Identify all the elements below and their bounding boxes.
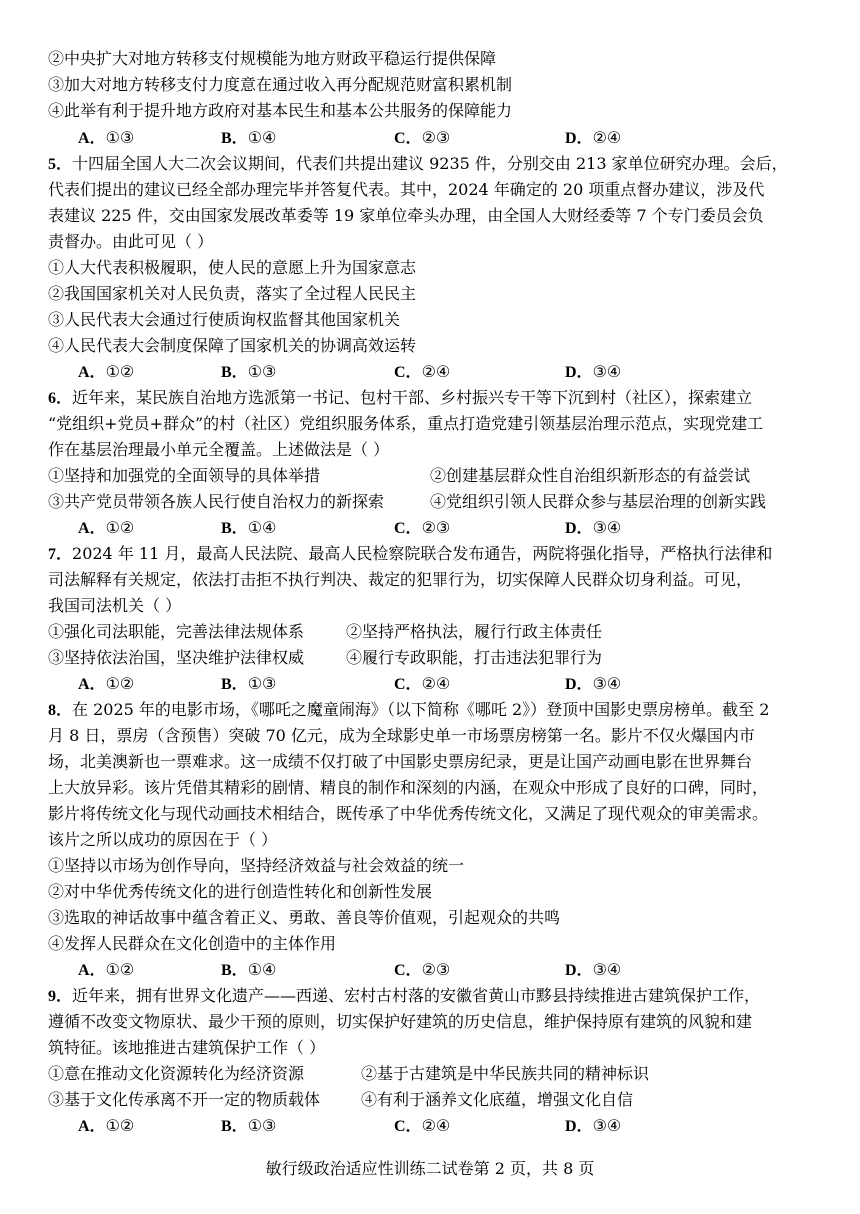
q4-option-b[interactable]: B．①④ xyxy=(221,128,277,147)
q8-option-a[interactable]: A．①② xyxy=(78,960,135,979)
q7-item-2: ②坚持严格执法，履行行政主体责任 xyxy=(346,622,603,641)
q6-option-a[interactable]: A．①② xyxy=(78,518,135,537)
q6-items-row-2 xyxy=(48,489,838,515)
q8-option-d[interactable]: D．③④ xyxy=(565,960,622,979)
q8-item-4: ④发挥人民群众在文化创造中的主体作用 xyxy=(48,934,337,953)
q6-option-c[interactable]: C．②③ xyxy=(394,518,451,537)
q6-stem-line-2: “党组织+党员+群众”的村（社区）党组织服务体系，重点打造党建引领基层治理示范点，实现党建工 xyxy=(48,414,764,433)
q8-options xyxy=(78,957,778,983)
q4-item-3: ③加大对地方转移支付力度意在通过收入再分配规范财富积累机制 xyxy=(48,75,513,94)
q7-stem-line-2: 司法解释有关规定，依法打击拒不执行判决、裁定的犯罪行为，切实保障人民群众切身利益。可见， xyxy=(48,570,753,589)
q8-stem-line-4: 上大放异彩。该片凭借其精彩的剧情、精良的制作和深刻的内涵，在观众中形成了良好的口碑，同时， xyxy=(48,778,769,797)
q6-item-3: ③共产党员带领各族人民行使自治权力的新探索 xyxy=(48,492,385,511)
q9-option-d[interactable]: D．③④ xyxy=(565,1116,622,1135)
q6-option-b[interactable]: B．①④ xyxy=(221,518,277,537)
q4-option-c[interactable]: C．②③ xyxy=(394,128,451,147)
q5-item-3: ③人民代表大会通过行使质询权监督其他国家机关 xyxy=(48,310,401,329)
q9-stem-line-1: 9．近年来，拥有世界文化遗产——西递、宏村古村落的安徽省黄山市黟县持续推进古建筑保护工作， xyxy=(48,986,761,1005)
q6-option-d[interactable]: D．③④ xyxy=(565,518,622,537)
q6-stem-line-3: 作在基层治理最小单元全覆盖。上述做法是（ ） xyxy=(48,440,390,459)
q4-option-a[interactable]: A．①③ xyxy=(78,128,135,147)
q7-stem-line-3: 我国司法机关（ ） xyxy=(48,596,182,615)
q7-options xyxy=(78,671,778,697)
q9-option-a[interactable]: A．①② xyxy=(78,1116,135,1135)
q5-option-d[interactable]: D．③④ xyxy=(565,362,622,381)
q6-items-row-1 xyxy=(48,463,838,489)
q5-stem-line-1: 5．十四届全国人大二次会议期间，代表们共提出建议 9235 件，分别交由 213 家单位研究办理。会后， xyxy=(48,154,788,173)
q8-item-3: ③选取的神话故事中蕴含着正义、勇敢、善良等价值观，引起观众的共鸣 xyxy=(48,908,561,927)
q9-items-row-2 xyxy=(48,1087,838,1113)
q5-number: 5． xyxy=(48,156,73,173)
q7-items-row-1 xyxy=(48,619,838,645)
q7-option-a[interactable]: A．①② xyxy=(78,674,135,693)
q8-stem-line-3: 场，北美澳新也一票难求。这一成绩不仅打破了中国影史票房纪录，更是让国产动画电影在世界舞台 xyxy=(48,752,753,771)
q5-item-1: ①人大代表积极履职，使人民的意愿上升为国家意志 xyxy=(48,258,417,277)
q7-option-d[interactable]: D．③④ xyxy=(565,674,622,693)
q4-item-2: ②中央扩大对地方转移支付规模能为地方财政平稳运行提供保障 xyxy=(48,49,497,68)
q9-item-3: ③基于文化传承离不开一定的物质载体 xyxy=(48,1090,321,1109)
q9-items-row-1 xyxy=(48,1061,838,1087)
q4-item-4: ④此举有利于提升地方政府对基本民生和基本公共服务的保障能力 xyxy=(48,101,513,120)
q9-item-1: ①意在推动文化资源转化为经济资源 xyxy=(48,1064,305,1083)
q7-stem-line-1: 7．2024 年 11 月，最高人民法院、最高人民检察院联合发布通告，两院将强化指导，严格执行法律和 xyxy=(48,544,773,563)
q5-stem-line-4: 责督办。由此可见（ ） xyxy=(48,232,214,251)
q9-item-4: ④有利于涵养文化底蕴，增强文化自信 xyxy=(361,1090,634,1109)
q9-stem-line-2: 遵循不改变文物原状、最少干预的原则，切实保护好建筑的历史信息，维护保持原有建筑的风貌和建 xyxy=(48,1012,753,1031)
q5-option-c[interactable]: C．②④ xyxy=(394,362,451,381)
q8-option-b[interactable]: B．①④ xyxy=(221,960,277,979)
q5-option-a[interactable]: A．①② xyxy=(78,362,135,381)
q5-options xyxy=(78,359,778,385)
q6-stem-line-1: 6．近年来，某民族自治地方选派第一书记、包村干部、乡村振兴专干等下沉到村（社区），探索建立 xyxy=(48,388,753,407)
q8-number: 8． xyxy=(48,702,73,719)
q7-item-1: ①强化司法职能，完善法律法规体系 xyxy=(48,622,305,641)
q7-number: 7． xyxy=(48,546,73,563)
q5-option-b[interactable]: B．①③ xyxy=(221,362,277,381)
q8-stem-line-2: 月 8 日，票房（含预售）突破 70 亿元，成为全球影史单一市场票房榜第一名。影片不仅火爆国内市 xyxy=(48,726,755,745)
q4-option-d[interactable]: D．②④ xyxy=(565,128,622,147)
q9-options xyxy=(78,1113,778,1139)
q8-item-2: ②对中华优秀传统文化的进行创造性转化和创新性发展 xyxy=(48,882,433,901)
q9-item-2: ②基于古建筑是中华民族共同的精神标识 xyxy=(361,1064,650,1083)
q7-item-4: ④履行专政职能，打击违法犯罪行为 xyxy=(346,648,603,667)
q7-item-3: ③坚持依法治国，坚决维护法律权威 xyxy=(48,648,305,667)
q6-item-1: ①坚持和加强党的全面领导的具体举措 xyxy=(48,466,321,485)
q8-option-c[interactable]: C．②③ xyxy=(394,960,451,979)
q9-option-b[interactable]: B．①③ xyxy=(221,1116,277,1135)
q7-option-b[interactable]: B．①③ xyxy=(221,674,277,693)
q5-stem-line-3: 表建议 225 件，交由国家发展改革委等 19 家单位牵头办理，由全国人大财经委等 7 个专门委员会负 xyxy=(48,206,764,225)
q6-options xyxy=(78,515,778,541)
q6-item-2: ②创建基层群众性自治组织新形态的有益尝试 xyxy=(430,466,751,485)
q8-item-1: ①坚持以市场为创作导向，坚持经济效益与社会效益的统一 xyxy=(48,856,465,875)
q9-stem-line-3: 筑特征。该地推进古建筑保护工作（ ） xyxy=(48,1038,326,1057)
q4-options xyxy=(78,125,778,151)
q9-number: 9． xyxy=(48,988,73,1005)
q5-stem-line-2: 代表们提出的建议已经全部办理完毕并答复代表。其中，2024 年确定的 20 项重点督办建议，涉及代 xyxy=(48,180,765,199)
q8-stem-line-5: 影片将传统文化与现代动画技术相结合，既传承了中华优秀传统文化，又满足了现代观众的审美需求。 xyxy=(48,804,769,823)
q8-stem-line-1: 8．在 2025 年的电影市场，《哪吒之魔童闹海》（以下简称《哪吒 2》）登顶中国影史票房榜单。截至 2 xyxy=(48,700,770,719)
q9-option-c[interactable]: C．②④ xyxy=(394,1116,451,1135)
q6-number: 6． xyxy=(48,390,73,407)
q6-item-4: ④党组织引领人民群众参与基层治理的创新实践 xyxy=(430,492,767,511)
page-footer: 敏行级政治适应性训练二试卷第 2 页，共 8 页 xyxy=(265,1159,595,1178)
q5-item-4: ④人民代表大会制度保障了国家机关的协调高效运转 xyxy=(48,336,417,355)
q7-items-row-2 xyxy=(48,645,838,671)
q8-stem-line-6: 该片之所以成功的原因在于（ ） xyxy=(48,830,278,849)
q7-option-c[interactable]: C．②④ xyxy=(394,674,451,693)
q5-item-2: ②我国国家机关对人民负责，落实了全过程人民民主 xyxy=(48,284,417,303)
